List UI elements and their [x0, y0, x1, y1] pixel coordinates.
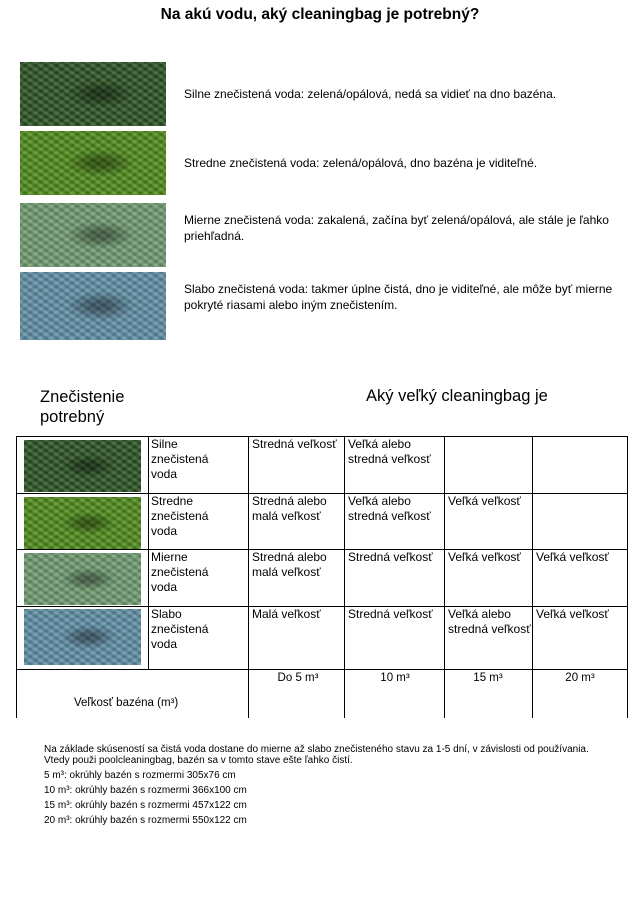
notes	[44, 744, 604, 826]
table-row-label: Stredne znečistená voda	[151, 494, 209, 538]
level-description: Mierne znečistená voda: zakalená, začína byť zelená/opálová, ale stále je ľahko priehľadná.	[184, 213, 609, 243]
table-cell: Stredná alebo malá veľkosť	[252, 494, 327, 523]
level-description: Silne znečistená voda: zelená/opálová, nedá sa vidieť na dno bazéna.	[184, 87, 557, 101]
notes-item: 10 m³: okrúhly bazén s rozmermi 366x100 cm	[44, 785, 247, 796]
table-row-label: Silne znečistená voda	[151, 437, 209, 481]
table-cell: Veľká alebo stredná veľkosť	[448, 607, 531, 636]
pool-size-label: Veľkosť bazéna (m³)	[74, 697, 179, 709]
pool-size-header: 10 m³	[380, 672, 410, 684]
table-photo-light	[24, 609, 141, 665]
notes-intro: Na základe skúseností sa čistá voda dostane do mierne až slabo znečisteného stavu za 1-5 dní, v závislosti od používania. Vtedy použi poolcleaningbag, bazén sa v tomto stave ešte ľahko čistí.	[44, 744, 589, 766]
table-photo-heavy	[24, 440, 141, 492]
table-cell: Stredná veľkosť	[252, 437, 337, 451]
table-cell: Stredná veľkosť	[348, 607, 433, 621]
table-photo-medium	[24, 497, 141, 549]
level-description: Slabo znečistená voda: takmer úplne čistá, dno je viditeľné, ale môže byť mierne pokryté riasami alebo iným znečistením.	[184, 282, 613, 312]
table-cell: Veľká alebo stredná veľkosť	[348, 437, 431, 466]
table-cell: Stredná alebo malá veľkosť	[252, 550, 327, 579]
table-row-label: Slabo znečistená voda	[151, 607, 209, 651]
table-photo-mild	[24, 553, 141, 605]
table-cell: Malá veľkosť	[252, 607, 321, 621]
water-photo-medium	[20, 131, 166, 195]
table-cell: Veľká veľkosť	[536, 607, 609, 621]
level-row-light	[20, 272, 620, 336]
water-photo-heavy	[20, 62, 166, 126]
pool-size-header: 20 m³	[565, 672, 595, 684]
level-row-mild	[20, 203, 620, 267]
water-photo-light	[20, 272, 166, 340]
table-row-label: Mierne znečistená voda	[151, 550, 209, 594]
size-table	[16, 436, 628, 718]
table-cell: Veľká veľkosť	[448, 494, 521, 508]
notes-item: 5 m³: okrúhly bazén s rozmermi 305x76 cm	[44, 770, 236, 781]
section-heading-right: Aký veľký cleaningbag je	[366, 387, 548, 405]
table-cell: Veľká veľkosť	[536, 550, 609, 564]
section-heading-left: Znečistenie potrebný	[40, 388, 125, 426]
notes-item: 15 m³: okrúhly bazén s rozmermi 457x122 cm	[44, 800, 247, 811]
level-row-medium	[20, 131, 620, 195]
table-cell: Veľká veľkosť	[448, 550, 521, 564]
pool-size-header: 15 m³	[473, 672, 503, 684]
water-photo-mild	[20, 203, 166, 267]
page-title: Na akú vodu, aký cleaningbag je potrebný?	[160, 6, 480, 23]
table-cell: Stredná veľkosť	[348, 550, 433, 564]
table-cell: Veľká alebo stredná veľkosť	[348, 494, 431, 523]
level-row-heavy	[20, 62, 620, 126]
pool-size-header: Do 5 m³	[277, 672, 319, 684]
level-description: Stredne znečistená voda: zelená/opálová, dno bazéna je viditeľné.	[184, 156, 538, 170]
notes-item: 20 m³: okrúhly bazén s rozmermi 550x122 cm	[44, 815, 247, 826]
